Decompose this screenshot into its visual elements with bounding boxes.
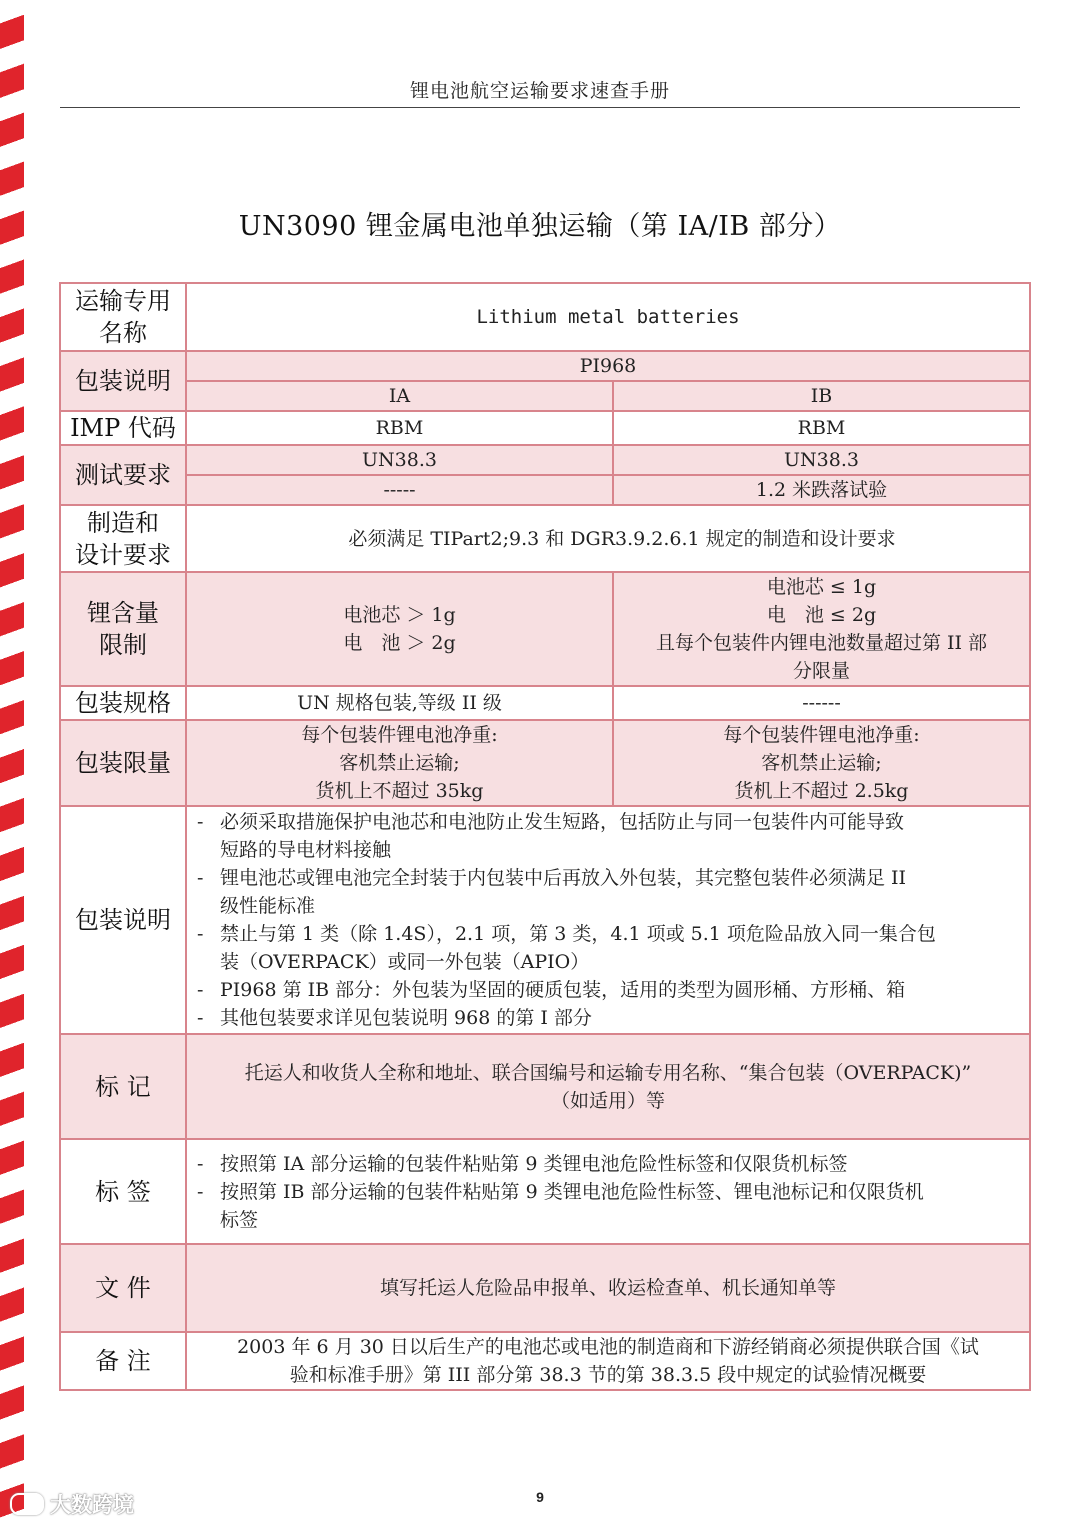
label-test-requirements: 测试要求 xyxy=(60,445,186,505)
row-imp-code xyxy=(60,411,1030,445)
requirements-table xyxy=(59,282,1031,1391)
lithium-limit-ib: 电池芯 ≤ 1g 电 池 ≤ 2g 且每个包装件内锂电池数量超过第 II 部 分限量 xyxy=(613,572,1030,686)
page-edge-stripe xyxy=(0,0,24,1526)
row-remarks xyxy=(60,1332,1030,1390)
test-ia-2: ----- xyxy=(186,475,613,505)
row-packing-notes xyxy=(60,806,1030,1034)
list-item: - 必须采取措施保护电池芯和电池防止发生短路，包括防止与同一包装件内可能导致 短路的导电材料接触 xyxy=(187,808,1021,864)
row-test-requirements xyxy=(60,445,1030,475)
list-item: - 禁止与第 1 类（除 1.4S），2.1 项，第 3 类，4.1 项或 5.1 项危险品放入同一集合包 装（OVERPACK）或同一外包装（APIO） xyxy=(187,920,1021,976)
row-shipping-name xyxy=(60,283,1030,351)
list-item: - PI968 第 IB 部分：外包装为坚固的硬质包装，适用的类型为圆形桶、方形桶、箱 xyxy=(187,976,1021,1004)
list-item: - 锂电池芯或锂电池完全封装于内包装中后再放入外包装，其完整包装件必须满足 II 级性能标准 xyxy=(187,864,1021,920)
row-test-requirements-2 xyxy=(60,475,1030,505)
label-lithium-limit: 锂含量 限制 xyxy=(60,572,186,686)
label-packing-notes: 包装说明 xyxy=(60,806,186,1034)
list-item: - 按照第 IA 部分运输的包装件粘贴第 9 类锂电池危险性标签和仅限货机标签 xyxy=(187,1150,1021,1178)
imp-code-ia: RBM xyxy=(186,411,613,445)
package-spec-ib: ------ xyxy=(613,686,1030,720)
label-package-spec: 包装规格 xyxy=(60,686,186,720)
label-package-limit: 包装限量 xyxy=(60,720,186,806)
marking-value: 托运人和收货人全称和地址、联合国编号和运输专用名称、“集合包装（OVERPACK)” （如适用）等 xyxy=(186,1034,1030,1139)
row-lithium-limit xyxy=(60,572,1030,686)
list-item: - 其他包装要求详见包装说明 968 的第 I 部分 xyxy=(187,1004,1021,1032)
test-ib-1: UN38.3 xyxy=(613,445,1030,475)
test-ib-2: 1.2 米跌落试验 xyxy=(613,475,1030,505)
row-manufacturing xyxy=(60,505,1030,572)
packing-instruction-value: PI968 xyxy=(186,351,1030,381)
documents-value: 填写托运人危险品申报单、收运检查单、机长通知单等 xyxy=(186,1244,1030,1332)
label-packing-instruction: 包装说明 xyxy=(60,351,186,411)
label-documents: 文 件 xyxy=(60,1244,186,1332)
labels-list xyxy=(187,1150,1029,1234)
column-ia: IA xyxy=(186,381,613,411)
column-ib: IB xyxy=(613,381,1030,411)
manufacturing-value: 必须满足 TIPart2;9.3 和 DGR3.9.2.6.1 规定的制造和设计要求 xyxy=(186,505,1030,572)
packing-notes-list xyxy=(187,808,1029,1032)
row-package-spec xyxy=(60,686,1030,720)
label-remarks: 备 注 xyxy=(60,1332,186,1390)
lithium-limit-ia: 电池芯 ＞ 1g 电 池 ＞ 2g xyxy=(186,572,613,686)
page-number: 9 xyxy=(536,1489,544,1505)
watermark-text: 大数跨境 xyxy=(50,1493,134,1517)
packing-notes-cell xyxy=(186,806,1030,1034)
label-imp-code: IMP 代码 xyxy=(60,411,186,445)
package-limit-ib: 每个包装件锂电池净重: 客机禁止运输; 货机上不超过 2.5kg xyxy=(613,720,1030,806)
package-limit-ia: 每个包装件锂电池净重: 客机禁止运输; 货机上不超过 35kg xyxy=(186,720,613,806)
page-header: 锂电池航空运输要求速查手册 xyxy=(60,76,1020,108)
label-marking: 标 记 xyxy=(60,1034,186,1139)
remarks-value: 2003 年 6 月 30 日以后生产的电池芯或电池的制造商和下游经销商必须提供联合国《试 验和标准手册》第 III 部分第 38.3 节的第 38.3.5 段中规定的试验情况概要 xyxy=(186,1332,1030,1390)
page-title: UN3090 锂金属电池单独运输（第 IA/IB 部分） xyxy=(238,211,842,242)
row-labels xyxy=(60,1139,1030,1244)
row-marking xyxy=(60,1034,1030,1139)
list-item: - 按照第 IB 部分运输的包装件粘贴第 9 类锂电池危险性标签、锂电池标记和仅限货机 标签 xyxy=(187,1178,1021,1234)
labels-cell xyxy=(186,1139,1030,1244)
row-packing-instruction xyxy=(60,351,1030,381)
label-labels: 标 签 xyxy=(60,1139,186,1244)
package-spec-ia: UN 规格包装,等级 II 级 xyxy=(186,686,613,720)
row-documents xyxy=(60,1244,1030,1332)
imp-code-ib: RBM xyxy=(613,411,1030,445)
row-packing-columns xyxy=(60,381,1030,411)
test-ia-1: UN38.3 xyxy=(186,445,613,475)
shipping-name-value: Lithium metal batteries xyxy=(186,283,1030,351)
row-package-limit xyxy=(60,720,1030,806)
label-manufacturing: 制造和 设计要求 xyxy=(60,505,186,572)
label-shipping-name: 运输专用 名称 xyxy=(60,283,186,351)
